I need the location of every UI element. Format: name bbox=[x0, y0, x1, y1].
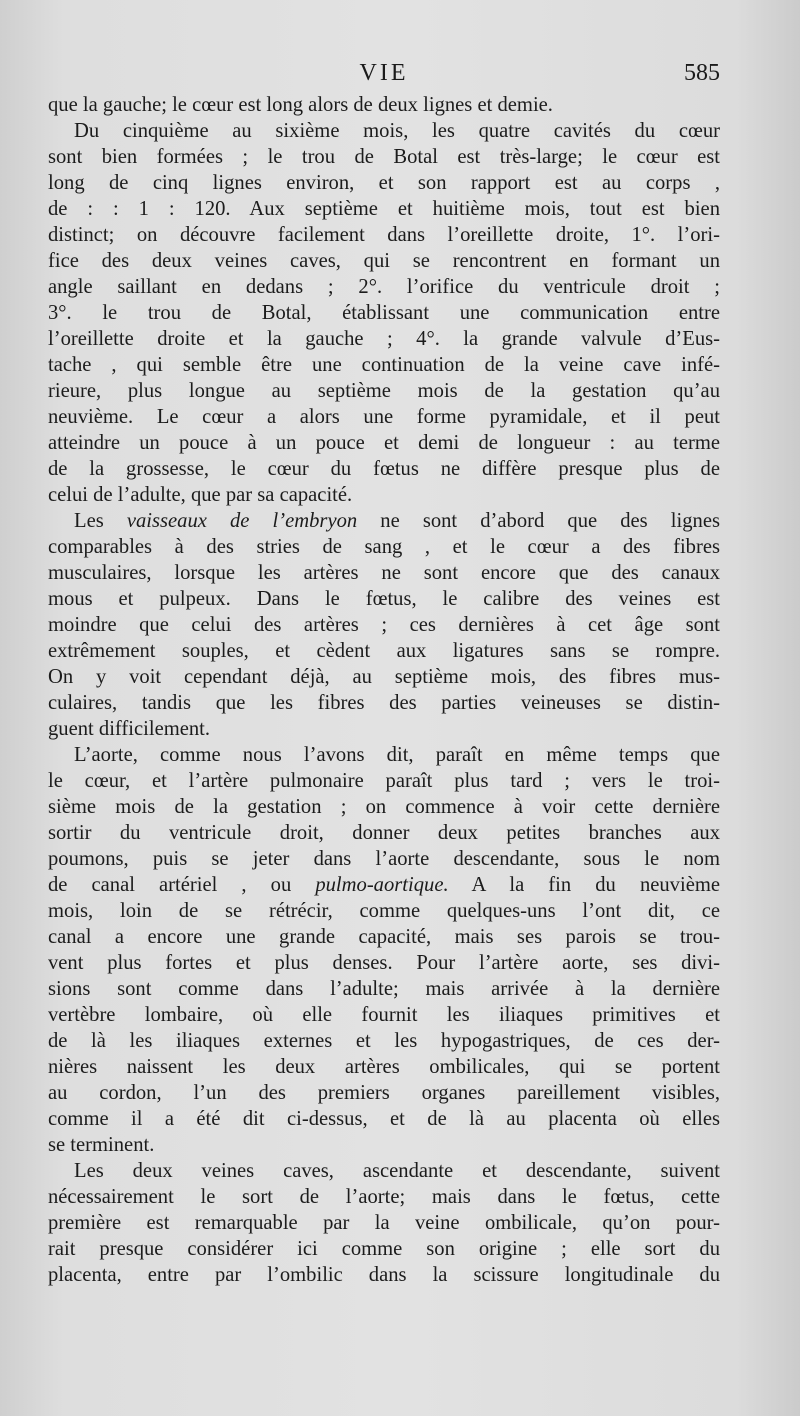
text-line: nières naissent les deux artères ombilicales, qui se portent bbox=[48, 1056, 720, 1078]
text-line: de là les iliaques externes et les hypogastriques, de ces der- bbox=[48, 1030, 720, 1052]
text-line: sortir du ventricule droit, donner deux petites branches aux bbox=[48, 822, 720, 844]
text-line: angle saillant en dedans ; 2°. l’orifice du ventricule droit ; bbox=[48, 276, 720, 298]
page-number: 585 bbox=[684, 60, 720, 86]
text-run: de canal artériel , ou bbox=[48, 874, 316, 896]
paragraph-heart-development bbox=[48, 118, 720, 508]
text-line: l’oreillette droite et la gauche ; 4°. la grande valvule d’Eus- bbox=[48, 328, 720, 350]
text-line: de : : 1 : 120. Aux septième et huitième mois, tout est bien bbox=[48, 198, 720, 220]
text-line: fice des deux veines caves, qui se rencontrent en formant un bbox=[48, 250, 720, 272]
text-line: vertèbre lombaire, où elle fournit les iliaques primitives et bbox=[48, 1004, 720, 1026]
paragraph-continuation bbox=[48, 92, 720, 118]
text-run: ne sont d’abord que des lignes bbox=[357, 510, 720, 532]
text-line: sions sont comme dans l’adulte; mais arrivée à la dernière bbox=[48, 978, 720, 1000]
text-line: celui de l’adulte, que par sa capacité. bbox=[48, 484, 353, 506]
italic-term: pulmo-aortique. bbox=[315, 874, 449, 896]
text-line: long de cinq lignes environ, et son rapport est au corps , bbox=[48, 172, 720, 194]
text-line: rait presque considérer ici comme son origine ; elle sort du bbox=[48, 1238, 720, 1260]
text-line: comme il a été dit ci-dessus, et de là au placenta où elles bbox=[48, 1108, 720, 1130]
text-line: placenta, entre par l’ombilic dans la scissure longitudinale du bbox=[48, 1264, 720, 1286]
text-run: A la fin du neuvième bbox=[448, 874, 720, 896]
text-line: extrêmement souples, et cèdent aux ligatures sans se rompre. bbox=[48, 640, 720, 662]
running-head: VIE bbox=[359, 60, 409, 86]
text-line bbox=[48, 872, 720, 898]
text-line: rieure, plus longue au septième mois de la gestation qu’au bbox=[48, 380, 720, 402]
text-line: que la gauche; le cœur est long alors de deux lignes et demie. bbox=[48, 94, 553, 116]
text-line: atteindre un pouce à un pouce et demi de longueur : au terme bbox=[48, 432, 720, 454]
text-line: tache , qui semble être une continuation de la veine cave infé- bbox=[48, 354, 720, 376]
text-line: L’aorte, comme nous l’avons dit, paraît en même temps que bbox=[74, 744, 720, 766]
text-line: au cordon, l’un des premiers organes pareillement visibles, bbox=[48, 1082, 720, 1104]
text-line: vent plus fortes et plus denses. Pour l’artère aorte, ses divi- bbox=[48, 952, 720, 974]
text-line: 3°. le trou de Botal, établissant une communication entre bbox=[48, 302, 720, 324]
text-line: sième mois de la gestation ; on commence à voir cette dernière bbox=[48, 796, 720, 818]
text-line: comparables à des stries de sang , et le cœur a des fibres bbox=[48, 536, 720, 558]
paragraph-vena-cava bbox=[48, 1158, 720, 1288]
text-line: mois, loin de se rétrécir, comme quelques-uns l’ont dit, ce bbox=[48, 900, 720, 922]
paragraph-aorta bbox=[48, 742, 720, 1158]
body-text bbox=[48, 92, 720, 1288]
text-line: canal a encore une grande capacité, mais ses parois se trou- bbox=[48, 926, 720, 948]
text-line: moindre que celui des artères ; ces dernières à cet âge sont bbox=[48, 614, 720, 636]
text-line: sont bien formées ; le trou de Botal est très-large; le cœur est bbox=[48, 146, 720, 168]
text-line: musculaires, lorsque les artères ne sont encore que des canaux bbox=[48, 562, 720, 584]
page-header bbox=[48, 60, 720, 92]
text-line: mous et pulpeux. Dans le fœtus, le calibre des veines est bbox=[48, 588, 720, 610]
text-line: de la grossesse, le cœur du fœtus ne diffère presque plus de bbox=[48, 458, 720, 480]
text-run: Les bbox=[74, 510, 127, 532]
text-line: culaires, tandis que les fibres des parties veineuses se distin- bbox=[48, 692, 720, 714]
text-line: distinct; on découvre facilement dans l’oreillette droite, 1°. l’ori- bbox=[48, 224, 720, 246]
text-line: Les deux veines caves, ascendante et descendante, suivent bbox=[74, 1160, 720, 1182]
text-line: guent difficilement. bbox=[48, 718, 211, 740]
text-line: le cœur, et l’artère pulmonaire paraît plus tard ; vers le troi- bbox=[48, 770, 720, 792]
text-line bbox=[48, 508, 720, 534]
text-line: se terminent. bbox=[48, 1134, 155, 1156]
text-line: Du cinquième au sixième mois, les quatre cavités du cœur bbox=[74, 120, 720, 142]
text-line: nécessairement le sort de l’aorte; mais dans le fœtus, cette bbox=[48, 1186, 720, 1208]
text-line: On y voit cependant déjà, au septième mois, des fibres mus- bbox=[48, 666, 720, 688]
paragraph-embryo-vessels bbox=[48, 508, 720, 742]
text-line: première est remarquable par la veine ombilicale, qu’on pour- bbox=[48, 1212, 720, 1234]
text-line: neuvième. Le cœur a alors une forme pyramidale, et il peut bbox=[48, 406, 720, 428]
italic-term: vaisseaux de l’embryon bbox=[126, 510, 358, 532]
text-line: poumons, puis se jeter dans l’aorte descendante, sous le nom bbox=[48, 848, 720, 870]
